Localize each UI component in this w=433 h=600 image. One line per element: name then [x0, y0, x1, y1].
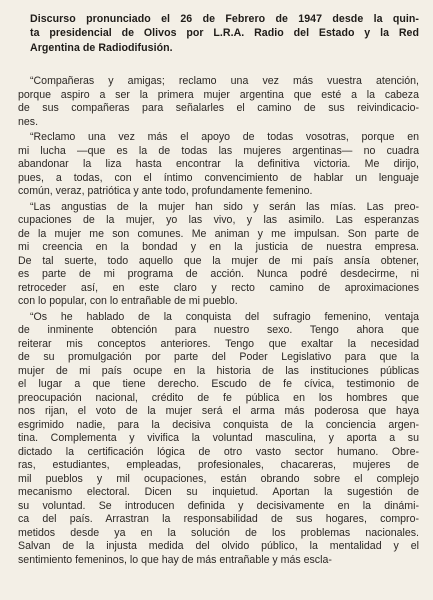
paragraph-line: de su promulgación por parte del Poder Legislativo para que la: [18, 351, 419, 364]
paragraph-line: tina. Complementa y vivifica la voluntad masculina, y aporta a su: [18, 432, 419, 445]
paragraph-line: Salvan de la injusta medida del olvido público, la mentalidad y el: [18, 540, 419, 553]
paragraph-line: porque aspiro a ser la primera mujer argentina que esté a la cabeza: [18, 88, 419, 101]
paragraph-line: cupaciones de la mujer, yo las vivo, y las asimilo. Las esperanzas: [18, 214, 419, 227]
paragraph-line: de la mujer me son comunes. Me animan y me impulsan. Son parte de: [18, 227, 419, 240]
paragraph-line: “Reclamo una vez más el apoyo de todas vosotras, porque en: [30, 131, 419, 144]
paragraph-line: mi lucha —que es la de todas las mujeres argentinas— no cuadra: [18, 144, 419, 157]
paragraph-line: pues, a todas, con el íntimo convencimiento de hablar un lenguaje: [18, 171, 419, 184]
speech-paragraph: [18, 311, 419, 568]
paragraph-line: preocupación nacional, crédito de fe pública en los hombres que: [18, 391, 419, 404]
paragraph-line: retroceder así, en este claro y recto camino de aproximaciones: [18, 281, 419, 294]
paragraph-line: mecanismo electoral. Dicen su inquietud. Aportan la sugestión de: [18, 486, 419, 499]
speech-paragraph: [18, 201, 419, 309]
paragraph-line: es parte de mi programa de acción. Nunca podré desdecirme, ni: [18, 268, 419, 281]
speech-heading: [30, 12, 419, 55]
paragraph-line: con lo popular, con lo entrañable de mi pueblo.: [18, 295, 238, 308]
paragraph-line: mil pueblos y mil ocupaciones, están obrando sobre el complejo: [18, 472, 419, 485]
paragraph-line: sentimiento femeninos, lo que hay de más entrañable y más escla-: [18, 553, 332, 566]
paragraph-line: ca del país. Arrastran la responsabilidad de sus hogares, compro-: [18, 513, 419, 526]
paragraph-line: nos rijan, el voto de la mujer será el arma más poderosa que haya: [18, 405, 419, 418]
heading-line: Argentina de Radiodifusión.: [30, 41, 173, 54]
paragraph-line: de inminente obtención para nuestro sexo. Tengo ahora que: [18, 324, 419, 337]
speech-paragraph: [18, 75, 419, 129]
paragraph-line: De tal suerte, todo aquello que la mujer de mi país ansía obtener,: [18, 254, 419, 267]
paragraph-line: mi creencia en la bondad y en la justicia de nuestra empresa.: [18, 241, 419, 254]
paragraph-line: reiterar mis conceptos anteriores. Tengo que exaltar la necesidad: [18, 337, 419, 350]
paragraph-line: nes.: [18, 115, 39, 128]
paragraph-line: abandonar la liza hasta encontrar la definitiva victoria. Me dirijo,: [18, 158, 419, 171]
paragraph-line: “Compañeras y amigas; reclamo una vez más vuestra atención,: [30, 75, 419, 88]
paragraph-line: dictado la certificación lógica de otro vasto sector humano. Obre-: [18, 445, 419, 458]
paragraph-line: esgrimido nadie, para la decisiva conquista de la conciencia argen-: [18, 418, 419, 431]
paragraph-line: metidos desde ya en la solución de los problemas nacionales.: [18, 526, 419, 539]
paragraph-line: común, veraz, patriótica y ante todo, profundamente femenino.: [18, 185, 313, 198]
paragraph-line: “Las angustias de la mujer han sido y serán las mías. Las preo-: [30, 200, 419, 213]
paragraph-line: ras, estudiantes, empleadas, profesionales, chacareras, mujeres de: [18, 459, 419, 472]
paragraph-line: su voluntad. Se introducen definida y decisivamente en la dinámi-: [18, 499, 419, 512]
paragraph-line: de sus compañeras para señalarles el camino de sus reivindicacio-: [18, 102, 419, 115]
speech-paragraph: [18, 131, 419, 199]
speech-body: [18, 75, 419, 567]
heading-line: ta presidencial de Olivos por L.R.A. Radio del Estado y la Red: [30, 27, 419, 40]
paragraph-line: mujer de mi país ocupe en la historia de las instituciones públicas: [18, 364, 419, 377]
paragraph-line: el lugar a que tiene derecho. Escudo de fe cívica, testimonio de: [18, 378, 419, 391]
paragraph-line: “Os he hablado de la conquista del sufragio femenino, ventaja: [30, 310, 419, 323]
heading-line: Discurso pronunciado el 26 de Febrero de 1947 desde la quin-: [30, 13, 419, 25]
